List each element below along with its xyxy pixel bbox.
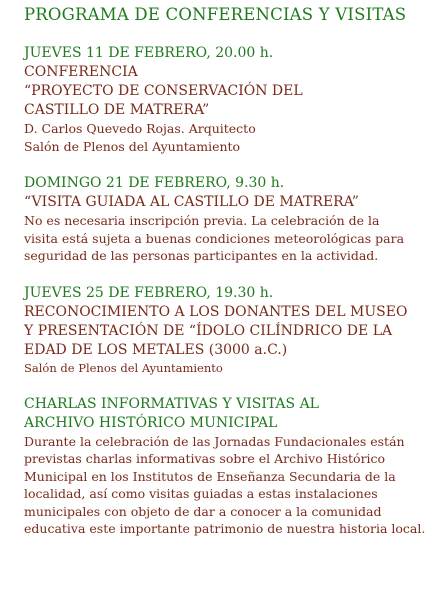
event-detail-line: localidad, así como visitas guiadas a estas instalaciones [24,486,378,501]
event-heading-line: “PROYECTO DE CONSERVACIÓN DEL [24,83,303,99]
event-heading [24,63,424,120]
event-detail-line: Salón de Plenos del Ayuntamiento [24,138,241,154]
event-detail-line: educativa este importante patrimonio de nuestra historia local. [24,521,426,536]
event-date: JUEVES 11 DE FEBRERO, 20.00 h. [24,45,274,61]
event-heading-line: EDAD DE LOS METALES (3000 a.C.) [24,341,288,358]
event-detail-line: Durante la celebración de las Jornadas Fundacionales están [24,433,405,449]
program-title: PROGRAMA DE CONFERENCIAS Y VISITAS [24,5,407,24]
event-heading [24,395,424,433]
event-heading-line: RECONOCIMIENTO A LOS DONANTES DEL MUSEO [24,303,408,320]
event-heading-line: Y PRESENTACIÓN DE “ÍDOLO CILÍNDRICO DE LA [24,322,393,339]
event-donors-recognition [24,284,424,376]
event-details [24,120,424,155]
event-detail-line: D. Carlos Quevedo Rojas. Arquitecto [24,121,256,136]
event-detail-line: No es necesaria inscripción previa. La celebración de la [24,213,380,228]
event-guided-visit [24,174,424,265]
event-conference [24,44,424,155]
event-detail-line: visita está sujeta a buenas condiciones meteorológicas para [24,230,405,246]
event-detail-line: Salón de Plenos del Ayuntamiento [24,360,223,375]
event-heading [24,303,424,360]
event-detail-line: previstas charlas informativas sobre el Archivo Histórico [24,451,386,466]
event-heading-line: ARCHIVO HISTÓRICO MUNICIPAL [24,414,278,431]
event-heading-line: CASTILLO DE MATRERA” [24,102,210,118]
event-archive-talks [24,395,424,538]
event-details [24,212,424,265]
event-date: JUEVES 25 DE FEBRERO, 19.30 h. [24,284,274,301]
event-date: DOMINGO 21 DE FEBRERO, 9.30 h. [24,175,285,191]
event-heading-line: CONFERENCIA [24,64,138,80]
event-details [24,433,424,538]
event-heading-line: “VISITA GUIADA AL CASTILLO DE MATRERA” [24,194,359,210]
program-page [24,4,424,557]
event-detail-line: seguridad de las personas participantes en la actividad. [24,248,379,263]
event-heading [24,193,424,212]
event-detail-line: municipales con objeto de dar a conocer a la comunidad [24,503,382,519]
event-detail-line: Municipal en los Institutos de Enseñanza Secundaria de la [24,468,396,484]
event-heading-line: CHARLAS INFORMATIVAS Y VISITAS AL [24,395,319,412]
event-details [24,360,424,376]
